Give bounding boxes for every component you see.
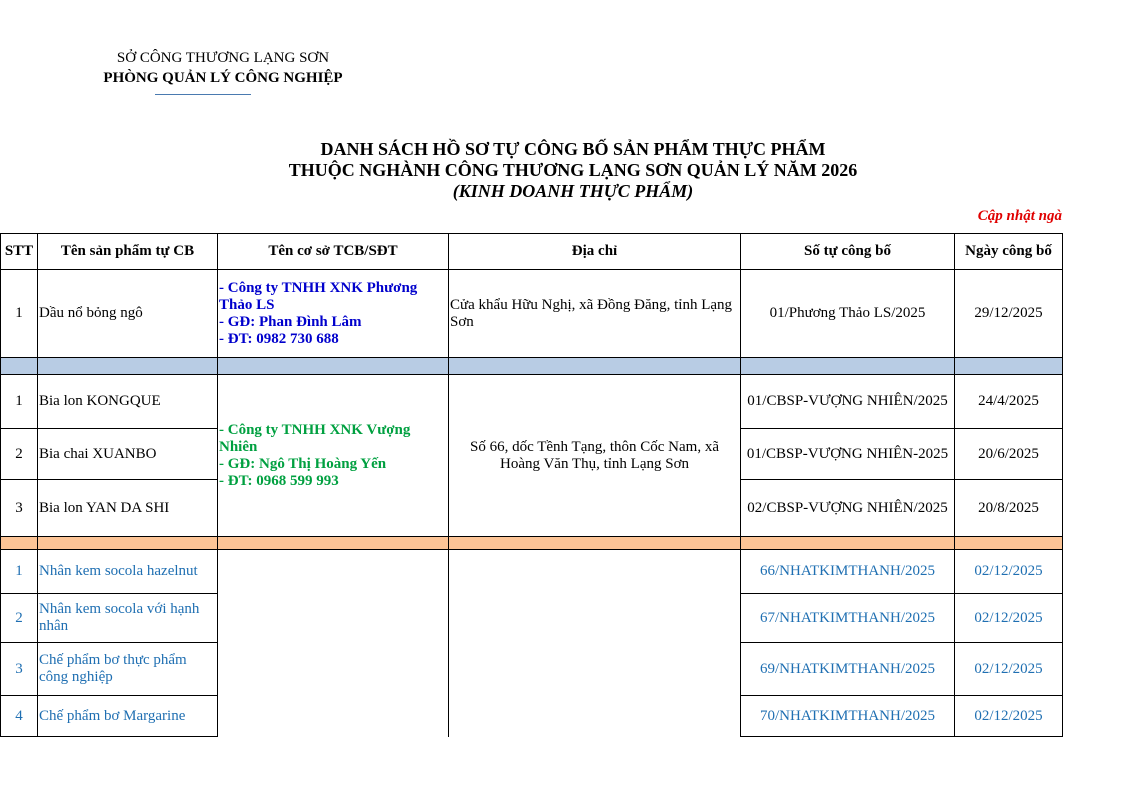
org-department-name: PHÒNG QUẢN LÝ CÔNG NGHIỆP xyxy=(103,70,343,86)
col-header-product: Tên sản phẩm tự CB xyxy=(38,234,218,270)
address-cell xyxy=(449,550,741,737)
col-header-number: Số tự công bố xyxy=(741,234,955,270)
company-name: - Công ty TNHH XNK Phương Thảo LS xyxy=(219,279,418,313)
stt-cell: 1 xyxy=(1,375,38,429)
org-underline xyxy=(155,94,251,95)
stt-cell: 1 xyxy=(1,550,38,594)
product-cell: Nhân kem socola với hạnh nhân xyxy=(38,594,218,643)
declaration-date-cell: 20/8/2025 xyxy=(955,480,1063,537)
document-title: DANH SÁCH HỒ SƠ TỰ CÔNG BỐ SẢN PHẨM THỰC PHẨM xyxy=(320,139,826,159)
company-cell xyxy=(218,375,449,537)
table-row xyxy=(1,550,1063,594)
declaration-date-cell: 02/12/2025 xyxy=(955,696,1063,737)
declaration-date-cell: 24/4/2025 xyxy=(955,375,1063,429)
declaration-number-cell: 02/CBSP-VƯỢNG NHIÊN/2025 xyxy=(741,480,955,537)
company-phone: - ĐT: 0968 599 993 xyxy=(219,472,339,489)
product-cell: Nhân kem socola hazelnut xyxy=(38,550,218,594)
address-cell: Số 66, dốc Tềnh Tạng, thôn Cốc Nam, xã Hoàng Văn Thụ, tỉnh Lạng Sơn xyxy=(449,375,741,537)
col-header-date: Ngày công bố xyxy=(955,234,1063,270)
document-category: (KINH DOANH THỰC PHẨM) xyxy=(452,181,694,201)
declaration-number-cell: 01/Phương Thảo LS/2025 xyxy=(741,270,955,358)
product-cell: Bia lon KONGQUE xyxy=(38,375,218,429)
declaration-number-cell: 66/NHATKIMTHANH/2025 xyxy=(741,550,955,594)
declaration-date-cell: 02/12/2025 xyxy=(955,594,1063,643)
stt-cell: 4 xyxy=(1,696,38,737)
col-header-company: Tên cơ sở TCB/SĐT xyxy=(218,234,449,270)
product-cell: Chế phẩm bơ thực phẩm công nghiệp xyxy=(38,643,218,696)
update-note: Cập nhật ngà xyxy=(977,208,1062,224)
table-header-row xyxy=(1,234,1063,270)
declaration-number-cell: 69/NHATKIMTHANH/2025 xyxy=(741,643,955,696)
org-parent-name: SỞ CÔNG THƯƠNG LẠNG SƠN xyxy=(116,50,330,66)
stt-cell: 3 xyxy=(1,480,38,537)
stt-cell: 2 xyxy=(1,594,38,643)
address-cell: Cửa khẩu Hữu Nghị, xã Đồng Đăng, tỉnh Lạng Sơn xyxy=(449,270,741,358)
separator-row xyxy=(1,358,1063,375)
document-subtitle: THUỘC NGHÀNH CÔNG THƯƠNG LẠNG SƠN QUẢN LÝ NĂM 2026 xyxy=(288,160,858,180)
product-cell: Bia lon YAN DA SHI xyxy=(38,480,218,537)
declaration-number-cell: 67/NHATKIMTHANH/2025 xyxy=(741,594,955,643)
col-header-stt: STT xyxy=(1,234,38,270)
declaration-date-cell: 20/6/2025 xyxy=(955,429,1063,480)
company-phone: - ĐT: 0982 730 688 xyxy=(219,330,339,347)
product-cell: Bia chai XUANBO xyxy=(38,429,218,480)
table-row xyxy=(1,270,1063,358)
declaration-number-cell: 01/CBSP-VƯỢNG NHIÊN/2025 xyxy=(741,375,955,429)
declaration-date-cell: 02/12/2025 xyxy=(955,550,1063,594)
company-cell xyxy=(218,270,449,358)
product-cell: Chế phẩm bơ Margarine xyxy=(38,696,218,737)
company-cell xyxy=(218,550,449,737)
stt-cell: 3 xyxy=(1,643,38,696)
product-declaration-table xyxy=(0,233,1063,737)
company-name: - Công ty TNHH XNK Vượng Nhiên xyxy=(219,421,411,455)
declaration-date-cell: 29/12/2025 xyxy=(955,270,1063,358)
declaration-number-cell: 70/NHATKIMTHANH/2025 xyxy=(741,696,955,737)
table-row xyxy=(1,375,1063,429)
col-header-address: Địa chỉ xyxy=(449,234,741,270)
company-director: - GĐ: Phan Đình Lâm xyxy=(219,313,362,330)
product-cell: Dầu nổ bỏng ngô xyxy=(38,270,218,358)
stt-cell: 1 xyxy=(1,270,38,358)
declaration-number-cell: 01/CBSP-VƯỢNG NHIÊN-2025 xyxy=(741,429,955,480)
declaration-date-cell: 02/12/2025 xyxy=(955,643,1063,696)
separator-row xyxy=(1,537,1063,550)
stt-cell: 2 xyxy=(1,429,38,480)
company-director: - GĐ: Ngô Thị Hoàng Yến xyxy=(219,455,387,472)
